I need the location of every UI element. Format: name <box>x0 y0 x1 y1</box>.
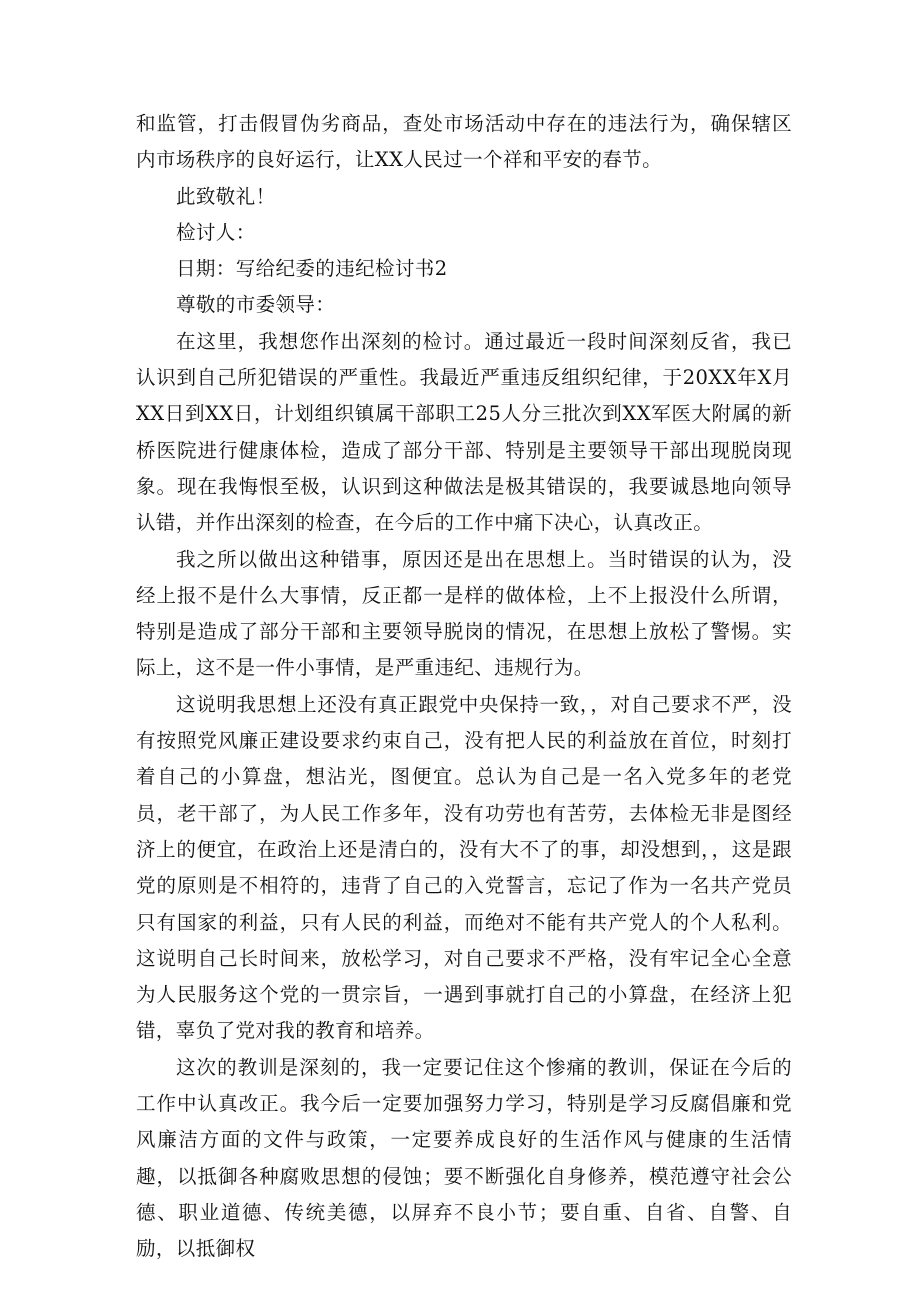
body-paragraph: 这说明我思想上还没有真正跟党中央保持一致，，对自己要求不严，没有按照党风廉正建设要求约束自己，没有把人民的利益放在首位，时刻打着自己的小算盘，想沾光，图便宜。总认为自己是一名入党多年的老党员，老干部了，为人民工作多年，没有功劳也有苦劳，去体检无非是图经济上的便宜，在政治上还是清白的，没有大不了的事，却没想到，，这是跟党的原则是不相符的，违背了自己的入党誓言，忘记了作为一名共产党员只有国家的利益，只有人民的利益，而绝对不能有共产党人的个人私利。这说明自己长时间来，放松学习，对自己要求不严格，没有牢记全心全意为人民服务这个党的一贯宗旨，一遇到事就打自己的小算盘，在经济上犯错，辜负了党对我的教育和培养。 <box>136 692 792 1043</box>
closing-line: 此致敬礼！ <box>176 184 276 208</box>
signer-line: 检讨人： <box>176 220 256 244</box>
body-paragraph: 我之所以做出这种错事，原因还是出在思想上。当时错误的认为，没经上报不是什么大事情，反正都一是样的做体检，上不上报没什么所谓，特别是造成了部分干部和主要领导脱岗的情况，在思想上放松了警惕。实际上，这不是一件小事情，是严重违纪、违规行为。 <box>136 547 792 680</box>
salutation-line: 尊敬的市委领导： <box>176 293 336 317</box>
body-paragraph: 在这里，我想您作出深刻的检讨。通过最近一段时间深刻反省，我已认识到自己所犯错误的严重性。我最近严重违反组织纪律，于20XX年X月XX日到XX日，计划组织镇属干部职工25人分三批次到XX军医大附属的新桥医院进行健康体检，造成了部分干部、特别是主要领导干部出现脱岗现象。现在我悔恨至极，认识到这种做法是极其错误的，我要诚恳地向领导认错，并作出深刻的检查，在今后的工作中痛下决心，认真改正。 <box>136 329 792 535</box>
document-body <box>136 106 792 1268</box>
body-paragraph: 这次的教训是深刻的，我一定要记住这个惨痛的教训，保证在今后的工作中认真改正。我今后一定要加强努力学习，特别是学习反腐倡廉和党风廉洁方面的文件与政策，一定要养成良好的生活作风与健康的生活情趣，以抵御各种腐败思想的侵蚀；要不断强化自身修养，模范遵守社会公德、职业道德、传统美德，以屏弃不良小节；要自重、自省、自警、自励，以抵御权 <box>136 1055 792 1261</box>
intro-paragraph: 和监管，打击假冒伪劣商品，查处市场活动中存在的违法行为，确保辖区内市场秩序的良好运行，让XX人民过一个祥和平安的春节。 <box>136 112 792 172</box>
date-line: 日期：写给纪委的违纪检讨书2 <box>176 257 448 281</box>
